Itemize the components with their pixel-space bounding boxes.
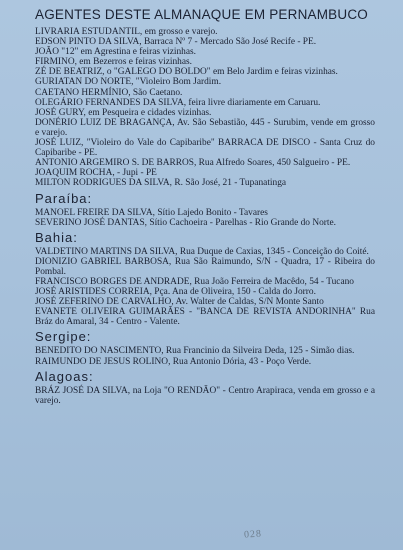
agent-entry: RAIMUNDO DE JESUS ROLINO, Rua Antonio Dória, 43 - Poço Verde.	[35, 356, 312, 367]
agent-entry: CAETANO HERMÍNIO, São Caetano.	[35, 87, 183, 98]
agent-entry: VALDETINO MARTINS DA SILVA, Rua Duque de Caxias, 1345 - Conceição do Coité.	[35, 246, 369, 257]
page-stamp: 028	[243, 528, 263, 541]
agent-entry: EDSON PINTO DA SILVA, Barraca Nº 7 - Mercado São José Recife - PE.	[35, 37, 317, 48]
agent-entry: LIVRARIA ESTUDANTIL, em grosso e varejo.	[35, 27, 218, 37]
agent-entry: JOSÉ ZEFERINO DE CARVALHO, Av. Walter de Caldas, S/N Monte Santo	[35, 297, 324, 308]
pernambuco-list	[35, 27, 375, 189]
agent-entry: MILTON RODRIGUES DA SILVA, R. São José, 21 - Tupanatinga	[35, 178, 287, 189]
agent-entry: OLEGÁRIO FERNANDES DA SILVA, feira livre diariamente em Caruaru.	[35, 97, 321, 108]
agent-entry: ZÉ DE BEATRIZ, o "GALEGO DO BOLDO" em Belo Jardim e feiras vizinhas.	[35, 67, 338, 78]
agent-entry: BENEDITO DO NASCIMENTO, Rua Francinio da Silveira Deda, 125 - Simão dias.	[35, 346, 355, 357]
agent-entry: ANTONIO ARGEMIRO S. DE BARROS, Rua Alfredo Soares, 450 Salgueiro - PE.	[35, 158, 351, 169]
page-title: AGENTES DESTE ALMANAQUE EM PERNAMBUCO	[35, 7, 368, 22]
agent-entry: SEVERINO JOSÉ DANTAS, Sítio Cachoeira - Parelhas - Rio Grande do Norte.	[35, 217, 337, 228]
agent-entry: DONÉRIO LUIZ DE BRAGANÇA, Av. São Sebastião, 445 - Surubim, vende em grosso e varejo.	[35, 117, 375, 138]
agent-entry: JOAQUIM ROCHA, - Jupi - PE	[35, 168, 157, 179]
agent-entry: FIRMINO, em Bezerros e feiras vizinhas.	[35, 57, 192, 68]
section-heading-paraiba: Paraíba:	[35, 190, 93, 206]
agent-entry: FRANCISCO BORGES DE ANDRADE, Rua João Ferreira de Macêdo, 54 - Tucano	[35, 276, 354, 287]
section-heading-bahia: Bahia:	[35, 229, 78, 245]
agent-entry: JOSÉ LUIZ, "Violeiro do Vale do Capibaribe" BARRACA DE DISCO - Santa Cruz do Capibaribe - PE.	[35, 138, 375, 159]
agent-entry: GURIATAN DO NORTE, "Violeiro Bom Jardim.	[35, 77, 222, 88]
agent-entry: DIONIZIO GABRIEL BARBOSA, Rua São Raimundo, S/N - Quadra, 17 - Ribeira do Pombal.	[35, 256, 375, 277]
agent-entry: BRÁZ JOSÉ DA SILVA, na Loja "O RENDÃO" - Centro Arapiraca, venda em grosso e a varejo.	[35, 385, 375, 406]
agent-entry: JOSÉ GURY, em Pesqueira e cidades vizinhas.	[35, 107, 212, 118]
agent-entry: JOÃO "12" em Agrestina e feiras vizinhas.	[35, 47, 196, 58]
agent-entry: MANOEL FREIRE DA SILVA, Sítio Lajedo Bonito - Tavares	[35, 207, 268, 218]
section-heading-sergipe: Sergipe:	[35, 329, 92, 345]
agent-entry: JOSÉ ARISTIDES CORREIA, Pça. Ana de Oliveira, 150 - Calda do Jorro.	[35, 287, 316, 298]
agents-list	[35, 27, 375, 406]
agent-entry: EVANETE OLIVEIRA GUIMARÃES - "BANCA DE REVISTA ANDORINHA" Rua Bráz do Amaral, 34 - Centro - Valente.	[35, 307, 375, 328]
section-heading-alagoas: Alagoas:	[35, 368, 94, 384]
